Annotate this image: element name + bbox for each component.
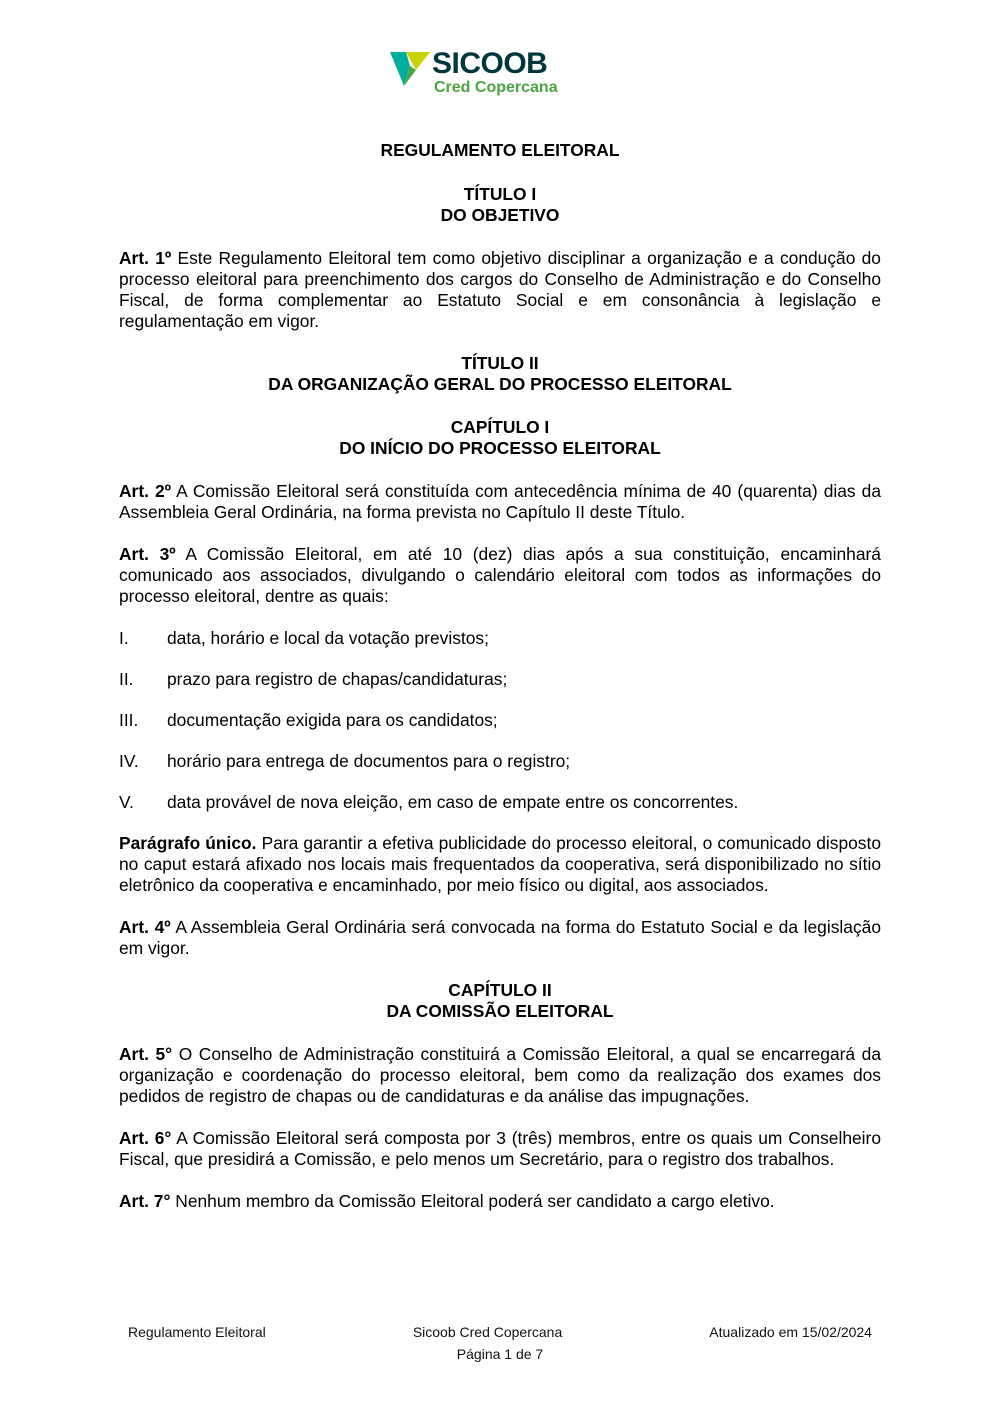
list-item	[119, 792, 881, 813]
titulo-2-number: TÍTULO II	[461, 353, 539, 373]
article-7-text: Nenhum membro da Comissão Eleitoral poderá ser candidato a cargo eletivo.	[170, 1191, 775, 1211]
article-2-text: A Comissão Eleitoral será constituída com antecedência mínima de 40 (quarenta) dias da Assembleia Geral Ordinária, na forma prevista no Capítulo II deste Título.	[119, 481, 881, 522]
list-item-number: II.	[119, 669, 134, 689]
list-item-text: prazo para registro de chapas/candidaturas;	[167, 669, 508, 689]
sicoob-logo	[390, 46, 570, 102]
titulo-1-number: TÍTULO I	[463, 184, 537, 204]
article-5-label: Art. 5°	[119, 1044, 173, 1064]
article-1-text: Este Regulamento Eleitoral tem como objetivo disciplinar a organização e a condução do processo eleitoral para preenchimento dos cargos do Conselho de Administração e do Conselho Fiscal, de forma complementar ao Estatuto Social e em consonância à legislação e regulamentação em vigor.	[119, 248, 881, 331]
list-item-text: data provável de nova eleição, em caso de empate entre os concorrentes.	[167, 792, 739, 812]
list-item	[119, 628, 881, 649]
paragrafo-unico	[119, 833, 881, 896]
page-footer	[128, 1324, 872, 1362]
capitulo-1-number: CAPÍTULO I	[450, 417, 550, 437]
list-item	[119, 669, 881, 690]
article-3-text: A Comissão Eleitoral, em até 10 (dez) dias após a sua constituição, encaminhará comunicado aos associados, divulgando o calendário eleitoral com todos as informações do processo eleitoral, dentre as quais:	[119, 544, 881, 606]
article-4	[119, 917, 881, 959]
article-1	[119, 248, 881, 332]
footer-updated-date: Atualizado em 15/02/2024	[709, 1324, 872, 1340]
titulo-1-name: DO OBJETIVO	[440, 205, 560, 225]
list-item-number: IV.	[119, 751, 139, 771]
article-2	[119, 481, 881, 523]
article-3-label: Art. 3º	[119, 544, 176, 564]
footer-row	[128, 1324, 872, 1340]
document-title: REGULAMENTO ELEITORAL	[380, 140, 620, 160]
article-6-text: A Comissão Eleitoral será composta por 3 (três) membros, entre os quais um Conselheiro Fiscal, que presidirá a Comissão, e pelo menos um Secretário, para o registro dos trabalhos.	[119, 1128, 881, 1169]
list-item-text: data, horário e local da votação previstos;	[167, 628, 489, 648]
list-item-text: documentação exigida para os candidatos;	[167, 710, 498, 730]
paragrafo-unico-text: Para garantir a efetiva publicidade do processo eleitoral, o comunicado disposto no caput estará afixado nos locais mais frequentados da cooperativa, será disponibilizado no sítio eletrônico da cooperativa e encaminhado, por meio físico ou digital, aos associados.	[119, 833, 881, 895]
capitulo-2-number: CAPÍTULO II	[448, 980, 552, 1000]
list-item	[119, 751, 881, 772]
page-number: Página 1 de 7	[456, 1346, 544, 1362]
list-item-number: I.	[119, 628, 129, 648]
capitulo-1-name: DO INÍCIO DO PROCESSO ELEITORAL	[339, 438, 661, 458]
titulo-2-name: DA ORGANIZAÇÃO GERAL DO PROCESSO ELEITORAL	[268, 374, 732, 394]
footer-document-name: Regulamento Eleitoral	[128, 1324, 266, 1340]
capitulo-2-name: DA COMISSÃO ELEITORAL	[386, 1001, 614, 1021]
article-7	[119, 1191, 881, 1212]
article-6	[119, 1128, 881, 1170]
list-item	[119, 710, 881, 731]
article-6-label: Art. 6°	[119, 1128, 172, 1148]
article-5-text: O Conselho de Administração constituirá a Comissão Eleitoral, a qual se encarregará da organização e coordenação do processo eleitoral, bem como da realização dos exames dos pedidos de registro de chapas ou de candidaturas e da análise das impugnações.	[119, 1044, 881, 1106]
list-item-text: horário para entrega de documentos para o registro;	[167, 751, 571, 771]
logo-subtitle: Cred Copercana	[434, 79, 558, 96]
list-item-number: III.	[119, 710, 139, 730]
article-1-label: Art. 1º	[119, 248, 172, 268]
titulo-2-heading	[119, 353, 881, 395]
footer-organization: Sicoob Cred Copercana	[412, 1324, 563, 1340]
article-7-label: Art. 7°	[119, 1191, 171, 1211]
article-2-label: Art. 2º	[119, 481, 172, 501]
sicoob-mark-icon	[390, 48, 430, 88]
article-5	[119, 1044, 881, 1107]
logo-brand: SICOOB	[432, 47, 548, 80]
titulo-1-heading	[119, 184, 881, 226]
capitulo-2-heading	[119, 980, 881, 1022]
article-4-text: A Assembleia Geral Ordinária será convocada na forma do Estatuto Social e da legislação em vigor.	[119, 917, 881, 958]
article-4-label: Art. 4º	[119, 917, 171, 937]
capitulo-1-heading	[119, 417, 881, 459]
list-item-number: V.	[119, 792, 134, 812]
paragrafo-unico-label: Parágrafo único.	[119, 833, 257, 853]
article-3	[119, 544, 881, 607]
document-body	[119, 140, 881, 1233]
